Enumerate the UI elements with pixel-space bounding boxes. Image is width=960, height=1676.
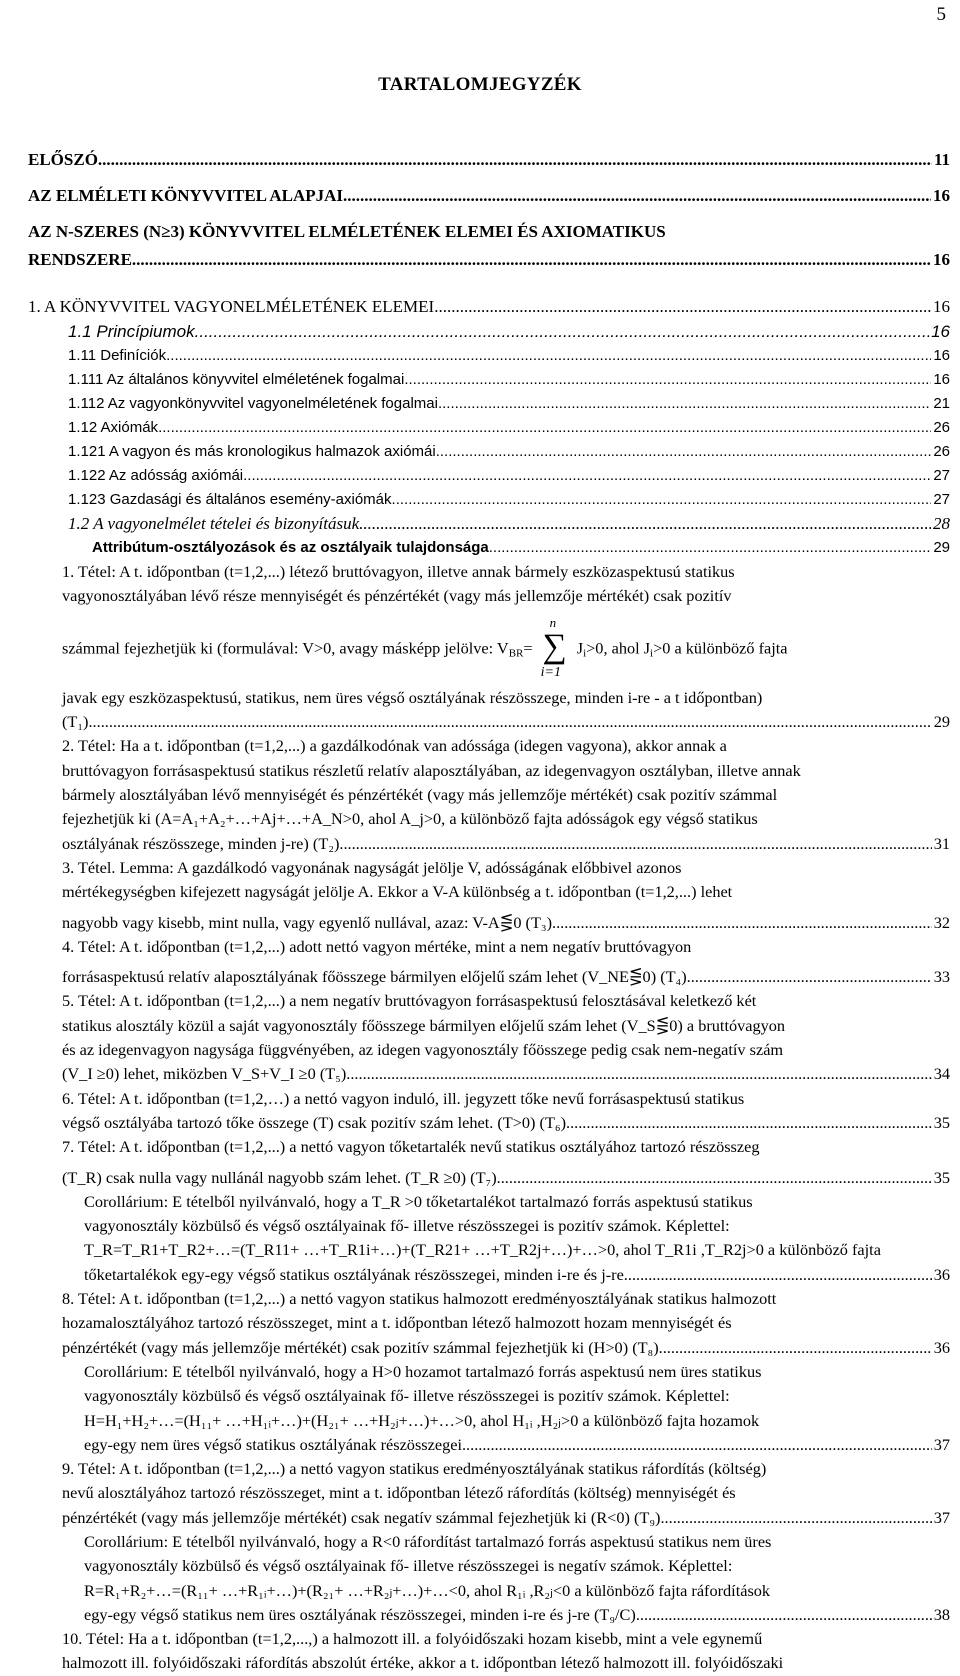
toc-entry-1-112[interactable]: 1.112 Az vagyonkönyvvitel vagyonelméletének fogalmai ..... 21 [68,392,950,416]
toc-entry-1-2[interactable]: 1.2 A vagyonelmélet tételei és bizonyításuk ..... 28 [68,512,950,536]
page-title: TARTALOMJEGYZÉK [378,74,582,95]
toc-entry-nszeres[interactable]: AZ N-SZERES (N≥3) KÖNYVVITEL ELMÉLETÉNEK ELEMEI ÉS AXIOMATIKUS RENDSZERE ..... 16 [28,218,950,274]
toc-entry-tetel-5[interactable]: 5. Tétel: A t. időpontban (t=1,2,...) a nem negatív bruttóvagyon forrásaspektusú felosztásával keletkező két statikus alosztály közül a saját vagyonosztály főösszege bármilyen előjelű szám lehet (V_S⋚0) a bruttóvagyon és az idegenvagyon nagysága függvényében, az idegen vagyonosztály főösszege pedig csak nem-negatív szám (V_I ≥0) lehet, miközben V_S+V_I ≥0 (T₅). ..... 34 [62,989,950,1086]
toc-entry-tetel-3[interactable]: 3. Tétel. Lemma: A gazdálkodó vagyonának nagyságát jelölje V, adósságának előbbivel azonos mértékegységben kifejezett nagyságát jelölje A. Ekkor a V-A különbség a t. időpontban (t=1,2,...) lehet nagyobb vagy kisebb, mint nulla, vagy egyenlő nullával, azaz: V-A⋚0 (T₃). ..... 32 [62,856,950,935]
toc-entry-eloszo[interactable]: ELŐSZÓ ..... 11 [28,142,950,178]
toc-entry-corollarium-7[interactable]: Corollárium: E tételből nyilvánvaló, hogy a T_R >0 tőketartalékot tartalmazó forrás aspektusú statikus vagyonosztály közbülső és végső osztályainak fő- illetve részösszegei is pozitív számok. Képlettel: T_R=T_R1+T_R2+…=(T_R11+ …+T_R1i+…)+(T_R21+ …+T_R2j+…)+…>0, ahol T_R1i ,T_R2j>0 a különböző fajta tőketartalékok egy-egy végső statikus osztályának részösszegei, minden i-re és j-re. ..... 36 [62,1190,950,1287]
toc-entry-tetel-1[interactable]: 1. Tétel: A t. időpontban (t=1,2,...) létező bruttóvagyon, illetve annak bármely eszközaspektusú statikus vagyonosztályában lévő része mennyiségét és pénzértékét (vagy más jellemzője mértékét) csak pozitív számmal fejezhetjük ki (formulával: V>0, avagy másképp jelölve: $V_{BR}=$ n ∑ i=1 $J_i>0$, ahol $J_i>0$ a különböző fajta javak egy eszközaspektusú, statikus, nem üres végső osztályának részösszege, minden i-re - a t időpontban) (T₁). ..... 29 [62,560,950,734]
toc-entry-1-111[interactable]: 1.111 Az általános könyvvitel elméletének fogalmai ..... 16 [68,368,950,392]
toc-entry-1-121[interactable]: 1.121 A vagyon és más kronologikus halmazok axiómái ..... 26 [68,440,950,464]
toc-entry-line: AZ N-SZERES (N≥3) KÖNYVVITEL ELMÉLETÉNEK ELEMEI ÉS AXIOMATIKUS [28,222,666,241]
toc-entry-1-122[interactable]: 1.122 Az adósság axiómái ..... 27 [68,464,950,488]
toc-entry-tetel-9[interactable]: 9. Tétel: A t. időpontban (t=1,2,...) a nettó vagyon statikus eredményosztályának statikus ráfordítás (költség) nevű alosztályához tartozó részösszeget, mint a t. időpontban létező ráfordítás (költség) mennyiségét és pénzértékét (vagy más jellemzője mértékét) csak negatív számmal fejezhetjük ki (R<0) (T₉). ..... 37 [62,1457,950,1530]
toc-entry-tetel-6[interactable]: 6. Tétel: A t. időpontban (t=1,2,…) a nettó vagyon induló, ill. jegyzett tőke nevű forrásaspektusú statikus végső osztályába tartozó tőke összege (T) csak pozitív szám lehet. (T>0) (T₆). ..... 35 [62,1087,950,1136]
page-number: 5 [936,4,946,25]
toc-entry-1[interactable]: 1. A KÖNYVVITEL VAGYONELMÉLETÉNEK ELEMEI ..... 16 [28,294,950,320]
toc-entry-tetel-2[interactable]: 2. Tétel: Ha a t. időpontban (t=1,2,...) a gazdálkodónak van adóssága (idegen vagyona), akkor annak a bruttóvagyon forrásaspektusú statikus részletű relatív alaposztályában, az idegenvagyon osztályban, illetve annak bármely alosztályában lévő mennyiségét és pénzértékét (vagy más jellemzője mértékét) csak pozitív számmal fejezhetjük ki (A=A₁+A₂+…+Aj+…+A_N>0, ahol A_j>0, a különböző fajta adósságok egy végső statikus osztályának részösszege, minden j-re) (T₂). ..... 31 [62,734,950,855]
toc-entry-corollarium-8[interactable]: Corollárium: E tételből nyilvánvaló, hogy a H>0 hozamot tartalmazó forrás aspektusú nem üres statikus vagyonosztály közbülső és végső osztályainak fő- illetve részösszegei is pozitív számok. Képlettel: H=H₁+H₂+…=(H₁₁+ …+H₁ᵢ+…)+(H₂₁+ …+H₂ⱼ+…)+…>0, ahol H₁ᵢ ,H₂ⱼ>0 a különböző fajta hozamok egy-egy nem üres végső statikus osztályának részösszegei. ..... 37 [62,1360,950,1457]
toc-entry-1-12[interactable]: 1.12 Axiómák ..... 26 [68,416,950,440]
toc-entry-tetel-8[interactable]: 8. Tétel: A t. időpontban (t=1,2,...) a nettó vagyon statikus halmozott eredményosztályának statikus halmozott hozamalosztályához tartozó részösszeget, mint a t. időpontban létező halmozott hozam mennyiségét és pénzértékét (vagy más jellemzője mértékét) csak pozitív számmal fejezhetjük ki (H>0) (T₈). ..... 36 [62,1287,950,1360]
table-of-contents [28,142,950,1676]
toc-entry-corollarium-9[interactable]: Corollárium: E tételből nyilvánvaló, hogy a R<0 ráfordítást tartalmazó forrás aspektusú statikus nem üres vagyonosztály közbülső és végső osztályainak fő- illetve részösszegei is negatív számok. Képlettel: R=R₁+R₂+…=(R₁₁+ …+R₁ᵢ+…)+(R₂₁+ …+R₂ⱼ+…)+…<0, ahol R₁ᵢ ,R₂ⱼ<0 a különböző fajta ráfordítások egy-egy végső statikus nem üres osztályának részösszegei, minden i-re és j-re (T₉/C). ..... 38 [62,1530,950,1627]
toc-entry-tetel-4[interactable]: 4. Tétel: A t. időpontban (t=1,2,...) adott nettó vagyon mértéke, mint a nem negatív bruttóvagyon forrásaspektusú relatív alaposztályának főösszege bármilyen előjelű szám lehet (V_NE⋚0) (T₄). ..... 33 [62,935,950,990]
toc-entry-tetel-10[interactable]: 10. Tétel: Ha a t. időpontban (t=1,2,...,) a halmozott ill. a folyóidőszaki hozam kisebb, mint a vele egynemű halmozott ill. folyóidőszaki ráfordítás abszolút értéke, akkor a t. időpontban létező halmozott ill. folyóidőszaki [62,1629,784,1673]
toc-entry-1-1[interactable]: 1.1 Princípiumok ..... 16 [68,320,950,344]
toc-entry-alapjai[interactable]: AZ ELMÉLETI KÖNYVVITEL ALAPJAI ..... 16 [28,178,950,214]
toc-entry-tetel-7[interactable]: 7. Tétel: A t. időpontban (t=1,2,...) a nettó vagyon tőketartalék nevű statikus osztályához tartozó részösszeg (T_R) csak nulla vagy nullánál nagyobb szám lehet. (T_R ≥0) (T₇). ..... 35 [62,1135,950,1190]
toc-entry-1-123[interactable]: 1.123 Gazdasági és általános esemény-axiómák ..... 27 [68,488,950,512]
toc-entry-attributum[interactable]: Attribútum-osztályozások és az osztályaik tulajdonsága ..... 29 [68,536,950,560]
summation-symbol: n ∑ i=1 [540,614,567,680]
toc-entry-1-11[interactable]: 1.11 Definíciók ..... 16 [68,344,950,368]
